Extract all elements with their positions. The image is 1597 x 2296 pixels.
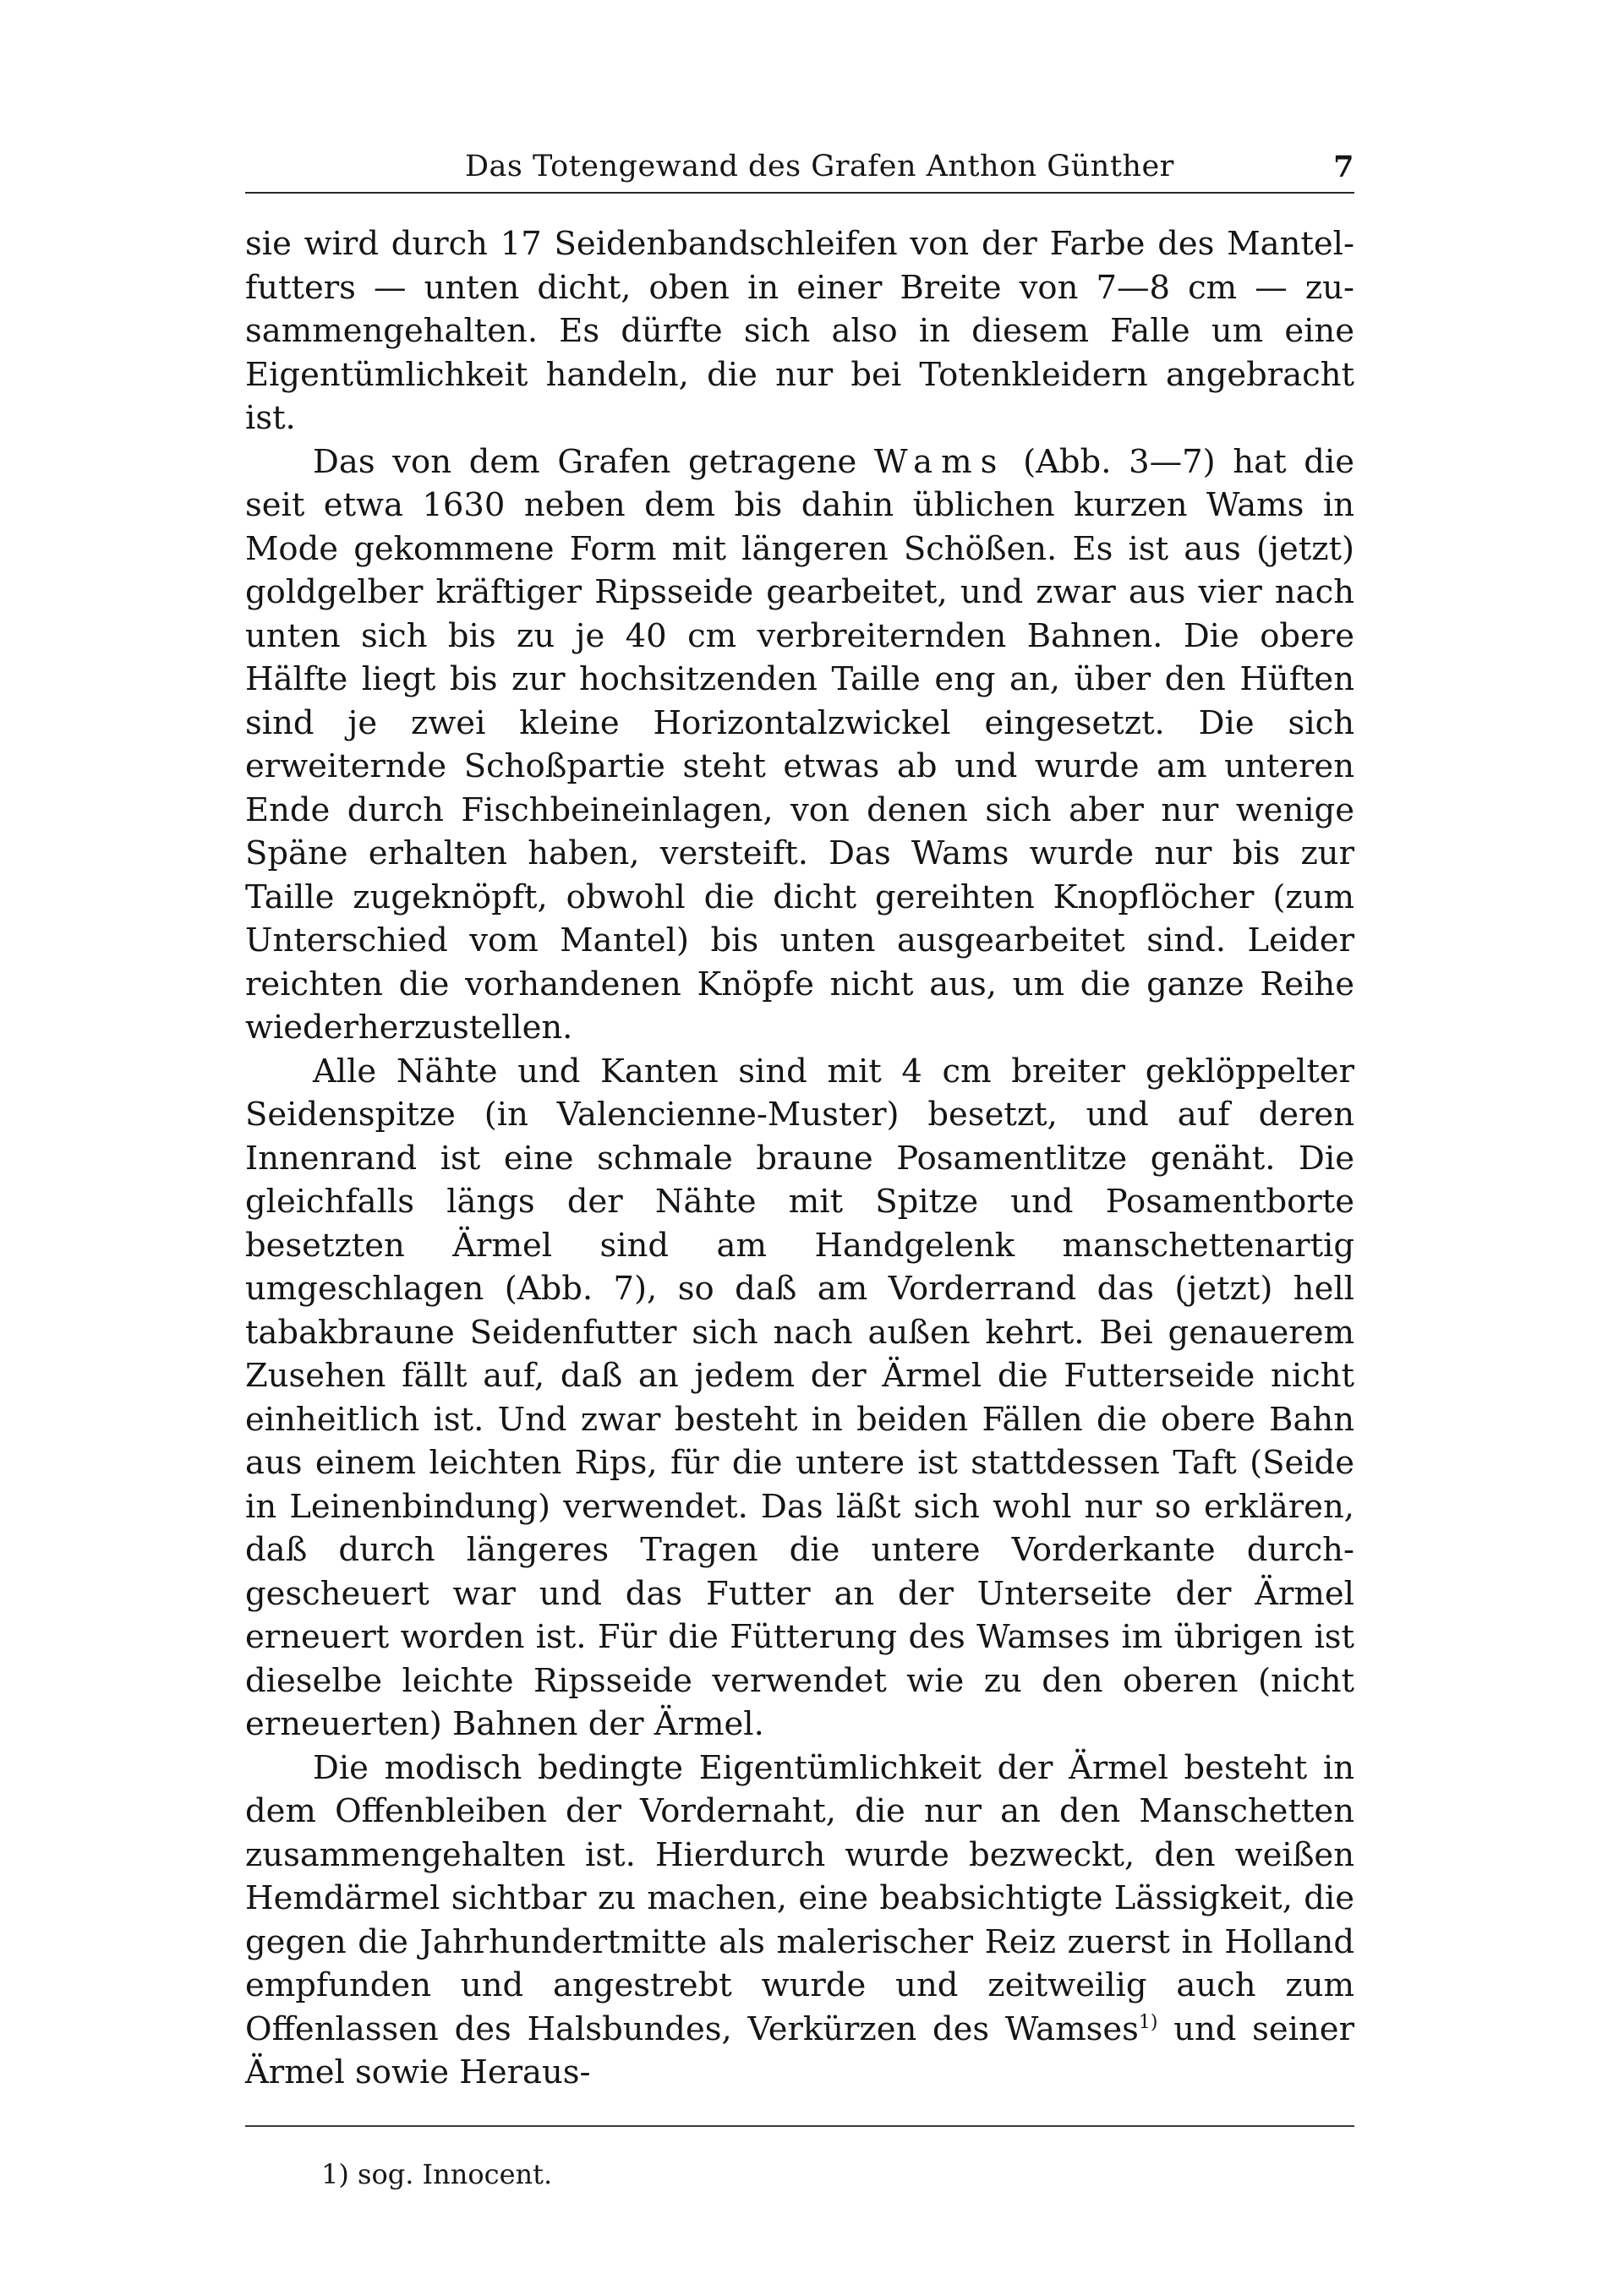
- paragraph-4: [245, 1747, 1354, 2095]
- footnote-reference[interactable]: 1): [1138, 2011, 1158, 2033]
- footnote: [245, 2157, 1354, 2191]
- paragraph-4-start: Die modisch bedingte Eigentümlichkeit der Ärmel besteht in dem Offenbleiben der Vordernaht, die nur an den Manschetten zusammengehalten ist. Hierdurch wurde bezweckt, den weißen Hemdärmel sichtbar zu machen, eine beabsichtigte Lässigkeit, die gegen die Jahrhundertmitte als malerischer Reiz zuerst in Holland empfunden und angestrebt wurde und zeitweilig auch zum Offenlassen des Halsbundes, Verkürzen des Wamses: [245, 1748, 1354, 2048]
- footnote-rule: [245, 2125, 1354, 2127]
- paragraph-2: [245, 440, 1354, 1050]
- header-rule: [245, 192, 1354, 194]
- running-head: [245, 139, 1354, 192]
- paragraph-2-start: Das von dem Grafen getragene: [313, 442, 874, 481]
- emphasized-term-wams: Wams: [873, 442, 1006, 481]
- page-number: 7: [1333, 150, 1354, 184]
- footnote-text: sog. Innocent.: [348, 2157, 553, 2190]
- paragraph-2-rest: (Abb. 3—7) hat die seit etwa 1630 neben dem bis dahin üblichen kurzen Wams in Mode gekommene Form mit längeren Schößen. Es ist aus (jetzt) goldgelber kräftiger Ripsseide gearbeitet, und zwar aus vier nach unten sich bis zu je 40 cm verbreiternden Bahnen. Die obere Hälfte liegt bis zur hochsitzenden Taille eng an, über den Hüften sind je zwei kleine Horizontalzwickel eingesetzt. Die sich erweiternde Schoßpartie steht etwas ab und wurde am unteren Ende durch Fischbeineinlagen, von denen sich aber nur wenige Späne erhalten haben, versteift. Das Wams wurde nur bis zur Taille zugeknöpft, obwohl die dicht gereihten Knopflöcher (zum Unterschied vom Mantel) bis unten ausgearbeitet sind. Leider reichten die vorhandenen Knöpfe nicht aus, um die ganze Reihe wiederherzustellen.: [245, 442, 1355, 1047]
- paragraph-3: Alle Nähte und Kanten sind mit 4 cm breiter geklöppelter Seidenspitze (in Valencienne-Muster) besetzt, und auf deren Innenrand ist eine schmale braune Posamentlitze genäht. Die gleichfalls längs der Nähte mit Spitze und Posamentborte besetzten Ärmel sind am Handgelenk manschettenartig umgeschlagen (Abb. 7), so daß am Vorderrand das (jetzt) hell tabakbraune Seidenfutter sich nach außen kehrt. Bei genauerem Zusehen fällt auf, daß an jedem der Ärmel die Futterseide nicht einheitlich ist. Und zwar besteht in beiden Fällen die obere Bahn aus einem leichten Rips, für die untere ist stattdessen Taft (Seide in Leinenbindung) verwendet. Das läßt sich wohl nur so erklären, daß durch längeres Tragen die untere Vorderkante durchgescheuert war und das Futter an der Unterseite der Ärmel erneuert worden ist. Für die Fütterung des Wamses im übrigen ist dieselbe leichte Ripsseide verwendet wie zu den oberen (nicht erneuerten) Bahnen der Ärmel.: [245, 1052, 1354, 1743]
- paragraph-4-rest: und seiner Ärmel sowie Heraus-: [245, 2009, 1354, 2091]
- paragraph-1: sie wird durch 17 Seidenbandschleifen von der Farbe des Mantelfutters — unten dicht, oben in einer Breite von 7—8 cm — zusammengehalten. Es dürfte sich also in diesem Falle um eine Eigentümlichkeit handeln, die nur bei Totenkleidern angebracht ist.: [245, 225, 1354, 437]
- footnote-mark: 1): [321, 2157, 349, 2190]
- book-page: [245, 139, 1354, 2191]
- running-title: Das Totengewand des Grafen Anthon Günther: [465, 150, 1174, 183]
- body-text: [245, 222, 1354, 2095]
